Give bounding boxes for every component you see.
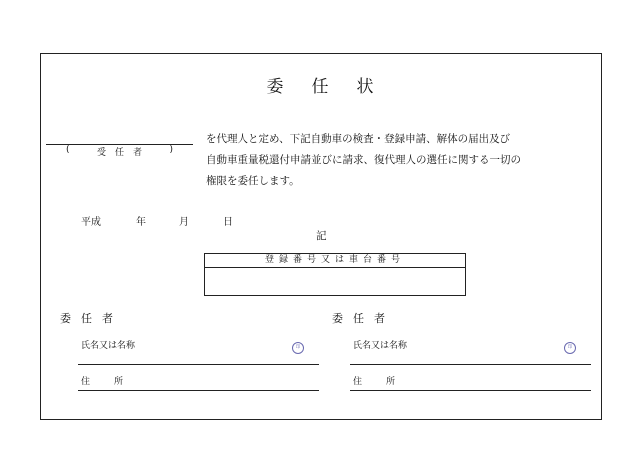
principal-2-label: 委任者 xyxy=(332,312,395,325)
registration-box xyxy=(204,253,466,296)
principal-2-name-line[interactable] xyxy=(350,364,591,365)
principal-2-seal-icon: 印 xyxy=(564,342,576,354)
principal-1-name-line[interactable] xyxy=(78,364,319,365)
principal-2-address-line[interactable] xyxy=(350,390,591,391)
principal-2-address-label: 住所 xyxy=(353,377,420,387)
principal-1-seal-icon: 印 xyxy=(292,342,304,354)
registration-value-field[interactable] xyxy=(205,268,465,296)
date-month: 月 xyxy=(179,217,189,228)
date-era: 平成 xyxy=(81,217,101,228)
principal-1-address-line[interactable] xyxy=(78,390,319,391)
registration-header: 登録番号又は車台番号 xyxy=(205,254,465,268)
statement-line-1: を代理人と定め、下記自動車の検査・登録申請、解体の届出及び xyxy=(206,133,511,145)
ki-marker: 記 xyxy=(316,230,327,242)
principal-2-name-label: 氏名又は名称 xyxy=(353,341,408,351)
statement-line-3: 権限を委任します。 xyxy=(206,175,300,187)
principal-1-name-label: 氏名又は名称 xyxy=(81,341,136,351)
delegate-label-text: 受 任 者 xyxy=(96,148,142,158)
statement-line-2: 自動車重量税還付申請並びに請求、復代理人の選任に関する一切の xyxy=(206,154,521,166)
principal-1-address-label: 住所 xyxy=(81,377,148,387)
delegation-statement xyxy=(206,129,596,192)
delegate-close-paren: ) xyxy=(169,145,173,155)
principal-1-label: 委任者 xyxy=(60,312,123,325)
delegate-label xyxy=(46,145,193,158)
date-year: 年 xyxy=(136,217,146,228)
document-title: 委任状 xyxy=(266,77,402,97)
date-day: 日 xyxy=(223,217,233,228)
delegate-open-paren: ( xyxy=(66,145,70,155)
